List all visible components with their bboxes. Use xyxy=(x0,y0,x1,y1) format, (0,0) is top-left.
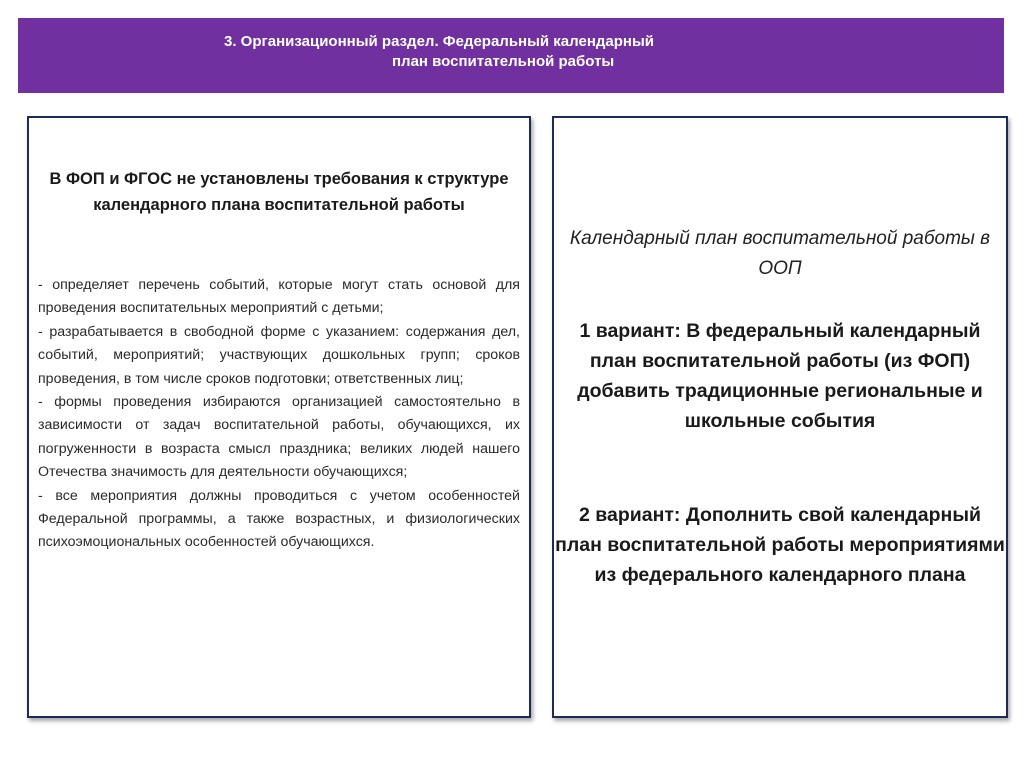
left-panel-title: В ФОП и ФГОС не установлены требования к структуре календарного плана воспитательной работы xyxy=(49,170,509,214)
list-item: - определяет перечень событий, которые могут стать основой для проведения воспитательных мероприятий с детьми; xyxy=(38,277,520,317)
list-item: - разрабатывается в свободной форме с указанием: содержания дел, событий, мероприятий; участвующих дошкольных групп; сроков проведения, в том числе сроков подготовки; ответственных лиц; xyxy=(38,323,520,387)
right-panel-intro: Календарный план воспитательной работы в ООП xyxy=(569,228,991,279)
right-panel xyxy=(552,116,1008,718)
variant-1-text: 1 вариант: В федеральный календарный план воспитательной работы (из ФОП) добавить традиционные региональные и школьные события xyxy=(577,320,983,432)
left-panel xyxy=(27,116,531,718)
variant-2-text: 2 вариант: Дополнить свой календарный план воспитательной работы мероприятиями из федерального календарного плана xyxy=(555,504,1005,586)
list-item: - все мероприятия должны проводиться с учетом особенностей Федеральной программы, а также возрастных, и физиологических психоэмоциональных особенностей обучающихся. xyxy=(38,487,520,551)
slide-title-line-1: 3. Организационный раздел. Федеральный календарный xyxy=(224,33,654,50)
left-panel-body xyxy=(38,274,520,555)
slide-title-line-2: план воспитательной работы xyxy=(392,53,615,70)
list-item: - формы проведения избираются организацией самостоятельно в зависимости от задач воспитательной работы, обучающихся, их погруженности в возраста смысл праздника; великих людей нашего Отечества значимость для деятельности обучающихся; xyxy=(38,394,520,481)
